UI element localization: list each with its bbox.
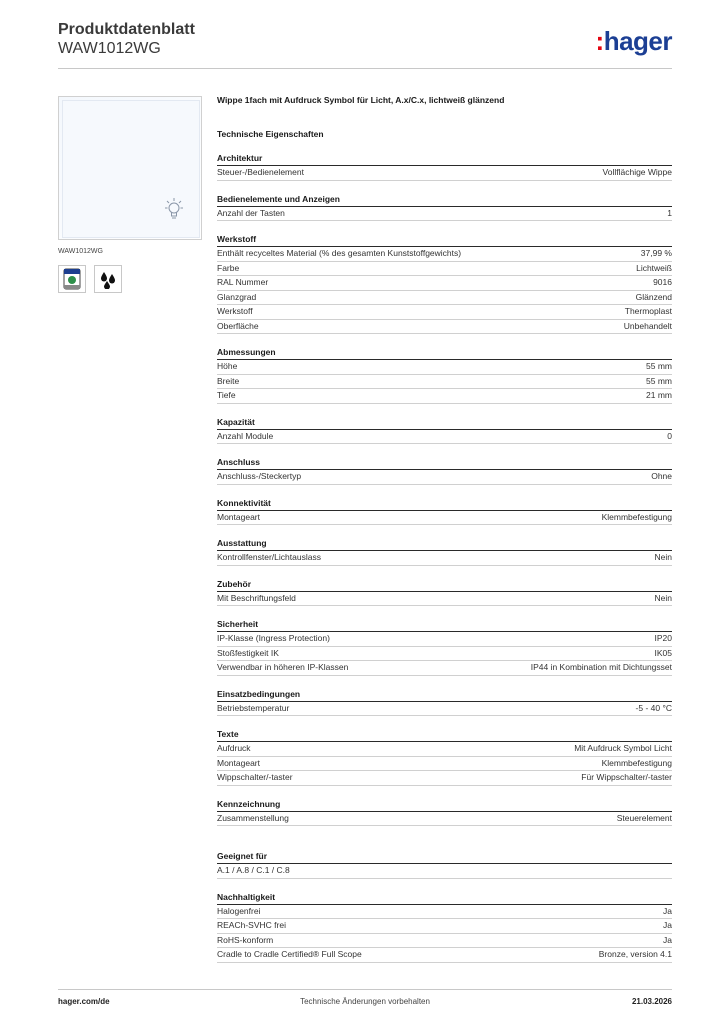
property-row [217,291,672,306]
property-label: Mit Beschriftungsfeld [217,592,296,603]
property-label: REACh-SVHC frei [217,920,286,930]
certification-icons [58,265,202,293]
group-title: Texte [217,728,672,742]
property-row [217,551,672,566]
property-row [217,375,672,390]
property-label: Farbe [217,262,240,273]
property-row [217,470,672,485]
group-title: Zubehör [217,578,672,592]
property-label: Montageart [217,511,260,522]
group-title: Anschluss [217,456,672,470]
property-row [217,919,672,934]
property-group [217,850,672,879]
footer-date: 21.03.2026 [631,997,672,1006]
property-row [217,702,672,717]
property-value: Klemmbefestigung [601,757,672,768]
property-groups [217,152,672,963]
footer-divider [58,989,672,990]
property-label: Anschluss-/Steckertyp [217,471,302,481]
product-image [58,96,202,240]
property-label: Anzahl Module [217,430,274,441]
property-group [217,578,672,607]
group-title: Konnektivität [217,497,672,511]
property-label: RAL Nummer [217,277,269,287]
logo-dot: : [595,26,604,56]
property-group [217,193,672,222]
property-group [217,456,672,485]
property-value: Vollflächige Wippe [602,167,672,177]
property-label: Höhe [217,361,238,371]
image-caption: WAW1012WG [58,248,103,255]
drops-icon [94,265,122,293]
property-group [217,618,672,676]
property-row [217,305,672,320]
property-value: Thermoplast [624,306,672,316]
group-title: Abmessungen [217,346,672,360]
property-value: -5 - 40 °C [635,702,672,713]
property-label: Zusammenstellung [217,812,289,823]
product-sidebar [58,96,202,293]
property-group [217,233,672,334]
group-title: Bedienelemente und Anzeigen [217,193,672,207]
property-label: IP-Klasse (Ingress Protection) [217,633,330,643]
property-label: Betriebstemperatur [217,702,290,713]
group-title: Kennzeichnung [217,798,672,812]
product-details [217,94,672,963]
property-row [217,247,672,262]
property-value: Ja [663,934,672,945]
property-value: Für Wippschalter/-taster [581,772,672,782]
group-title: Einsatzbedingungen [217,688,672,702]
property-label: Kontrollfenster/Lichtauslass [217,552,321,562]
property-value: Steuerelement [616,812,672,823]
property-row [217,771,672,786]
document-type: Produktdatenblatt [58,21,195,38]
property-label: Oberfläche [217,320,259,331]
property-value: 1 [667,207,672,218]
property-value: Ohne [651,471,672,481]
property-value: Ja [663,920,672,930]
bulb-icon [162,197,186,225]
property-row [217,864,672,879]
group-title: Kapazität [217,416,672,430]
property-row [217,948,672,963]
property-group [217,688,672,717]
property-label: Anzahl der Tasten [217,207,285,218]
property-label: RoHS-konform [217,934,274,945]
property-label: Stoßfestigkeit IK [217,647,279,658]
product-code: WAW1012WG [58,40,161,57]
property-group [217,537,672,566]
property-row [217,661,672,676]
property-row [217,647,672,662]
property-group [217,346,672,404]
property-group [217,728,672,786]
property-row [217,262,672,277]
property-value: Lichtweiß [636,262,672,273]
property-label: Tiefe [217,390,236,400]
property-value: Nein [654,552,672,562]
group-title: Architektur [217,152,672,166]
property-value: Glänzend [635,291,672,302]
property-row [217,934,672,949]
property-row [217,276,672,291]
property-label: Breite [217,375,240,386]
property-row [217,632,672,647]
property-row [217,389,672,404]
product-title: Wippe 1fach mit Aufdruck Symbol für Licht, A.x/C.x, lichtweiß glänzend [217,95,505,105]
property-value: 37,99 % [640,248,672,258]
property-group [217,891,672,963]
property-label: Glanzgrad [217,291,257,302]
property-group [217,497,672,526]
property-label: Steuer-/Bedienelement [217,167,304,177]
property-label: Cradle to Cradle Certified® Full Scope [217,949,362,959]
header-divider [58,68,672,69]
property-value: 55 mm [646,361,672,371]
property-row [217,905,672,920]
property-group [217,798,672,827]
logo-text: hager [603,26,672,56]
property-label: Verwendbar in höheren IP-Klassen [217,662,349,672]
property-row [217,207,672,222]
group-title: Werkstoff [217,233,672,247]
group-title: Sicherheit [217,618,672,632]
property-value: IP44 in Kombination mit Dichtungsset [530,662,672,672]
property-row [217,430,672,445]
property-label: Wippschalter/-taster [217,772,293,782]
property-value: Nein [654,592,672,603]
property-row [217,511,672,526]
property-value: IP20 [654,633,672,643]
property-label: Enthält recyceltes Material (% des gesamten Kunststoffgewichts) [217,248,462,258]
property-value: IK05 [654,647,672,658]
group-title: Nachhaltigkeit [217,891,672,905]
property-value: Ja [663,905,672,916]
property-row [217,360,672,375]
property-value: 9016 [653,277,672,287]
property-group [217,152,672,181]
cradle-to-cradle-icon [58,265,86,293]
property-row [217,592,672,607]
property-label: Montageart [217,757,260,768]
tech-properties-heading: Technische Eigenschaften [217,129,324,139]
property-label: A.1 / A.8 / C.1 / C.8 [217,865,290,875]
property-row [217,742,672,757]
property-value: 55 mm [646,375,672,386]
property-row [217,320,672,335]
page-header [58,20,672,68]
group-title: Geeignet für [217,850,672,864]
property-value: Bronze, version 4.1 [598,949,672,959]
property-value: Unbehandelt [623,320,672,331]
property-label: Halogenfrei [217,905,261,916]
property-label: Aufdruck [217,743,251,753]
footer-website[interactable]: hager.com/de [58,997,110,1006]
property-row [217,812,672,827]
property-group [217,416,672,445]
property-value: 0 [667,430,672,441]
footer-disclaimer: Technische Änderungen vorbehalten [300,997,430,1006]
property-row [217,757,672,772]
hager-logo [596,26,672,57]
property-row [217,166,672,181]
property-value: Klemmbefestigung [601,511,672,522]
property-value: Mit Aufdruck Symbol Licht [574,743,672,753]
group-title: Ausstattung [217,537,672,551]
property-label: Werkstoff [217,306,253,316]
property-value: 21 mm [646,390,672,400]
